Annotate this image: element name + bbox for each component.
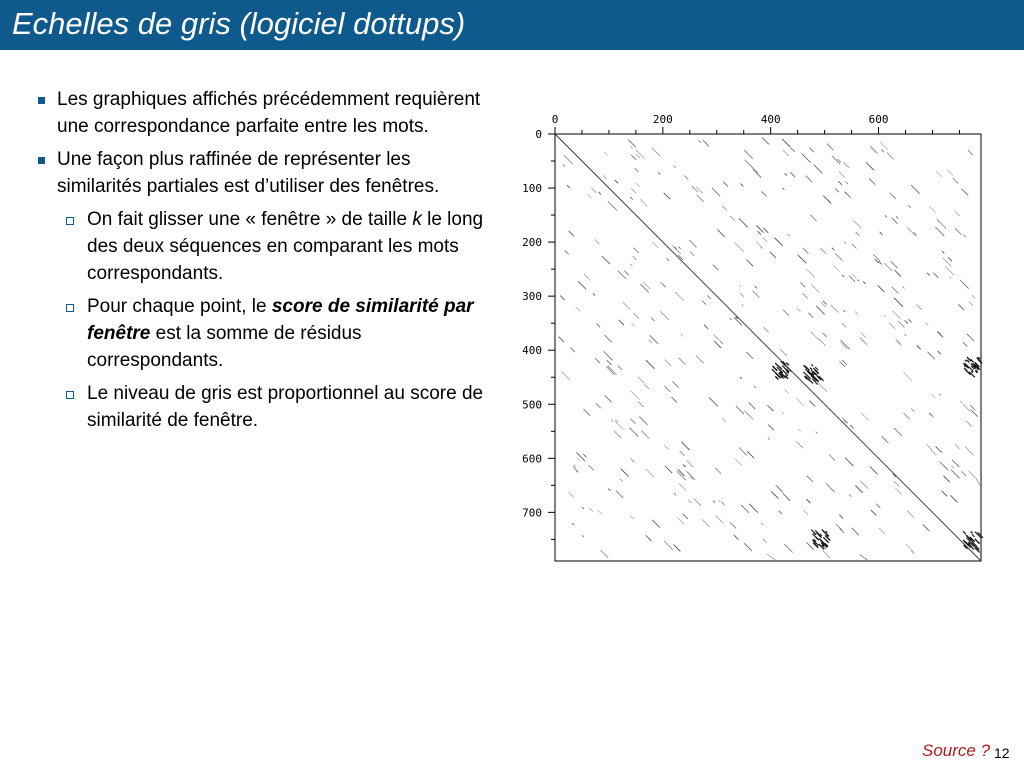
x-tick-label: 200 xyxy=(652,113,673,126)
sub-bullet-text-2b: est la somme de résidus correspondants. xyxy=(87,323,362,371)
x-tick-label: 600 xyxy=(868,113,889,126)
window-size-k: k xyxy=(412,209,422,230)
hollow-square-bullet-icon xyxy=(66,304,74,312)
y-tick-label: 300 xyxy=(522,290,542,304)
sub-bullet-item-2 xyxy=(36,293,492,374)
square-bullet-icon xyxy=(38,97,45,104)
title-bar xyxy=(0,0,1024,50)
sub-bullet-text-1a: On fait glisser une « fenêtre » de taille xyxy=(87,209,413,230)
hollow-square-bullet-icon xyxy=(66,217,74,225)
x-tick-label: 0 xyxy=(551,113,559,126)
bullet-item-1 xyxy=(36,86,492,140)
sub-bullet-text-1b: le long des deux séquences en comparant les mots correspondants. xyxy=(87,209,484,284)
y-tick-label: 500 xyxy=(522,398,542,412)
bullet-text-1: Les graphiques affichés précédemment requièrent une correspondance parfaite entre les mots. xyxy=(57,89,481,137)
y-tick-label: 400 xyxy=(522,344,542,358)
source-link[interactable]: Source ? xyxy=(922,741,991,760)
y-tick-label: 200 xyxy=(522,236,542,250)
dotplot-chart xyxy=(500,104,1000,574)
sub-bullet-text-2a: Pour chaque point, le xyxy=(87,296,272,317)
hollow-square-bullet-icon xyxy=(66,391,74,399)
square-bullet-icon xyxy=(38,157,45,164)
y-tick-label: 0 xyxy=(535,128,542,141)
y-tick-label: 600 xyxy=(522,452,542,466)
bullet-list xyxy=(36,86,492,440)
sub-bullet-item-1 xyxy=(36,206,492,287)
emphasis-score: score de similarité par fenêtre xyxy=(87,296,474,344)
bullet-text-2: Une façon plus raffinée de représenter les similarités partiales est d’utiliser des fenêtres. xyxy=(57,149,440,197)
bullet-item-2 xyxy=(36,146,492,200)
y-tick-label: 100 xyxy=(522,182,542,196)
x-tick-label: 400 xyxy=(760,113,781,126)
page-number: 12 xyxy=(994,745,1010,761)
slide-title: Echelles de gris (logiciel dottups) xyxy=(12,6,466,41)
sub-bullet-item-3 xyxy=(36,380,492,434)
y-tick-label: 700 xyxy=(522,506,542,520)
sub-bullet-text-3: Le niveau de gris est proportionnel au score de similarité de fenêtre. xyxy=(87,383,484,431)
